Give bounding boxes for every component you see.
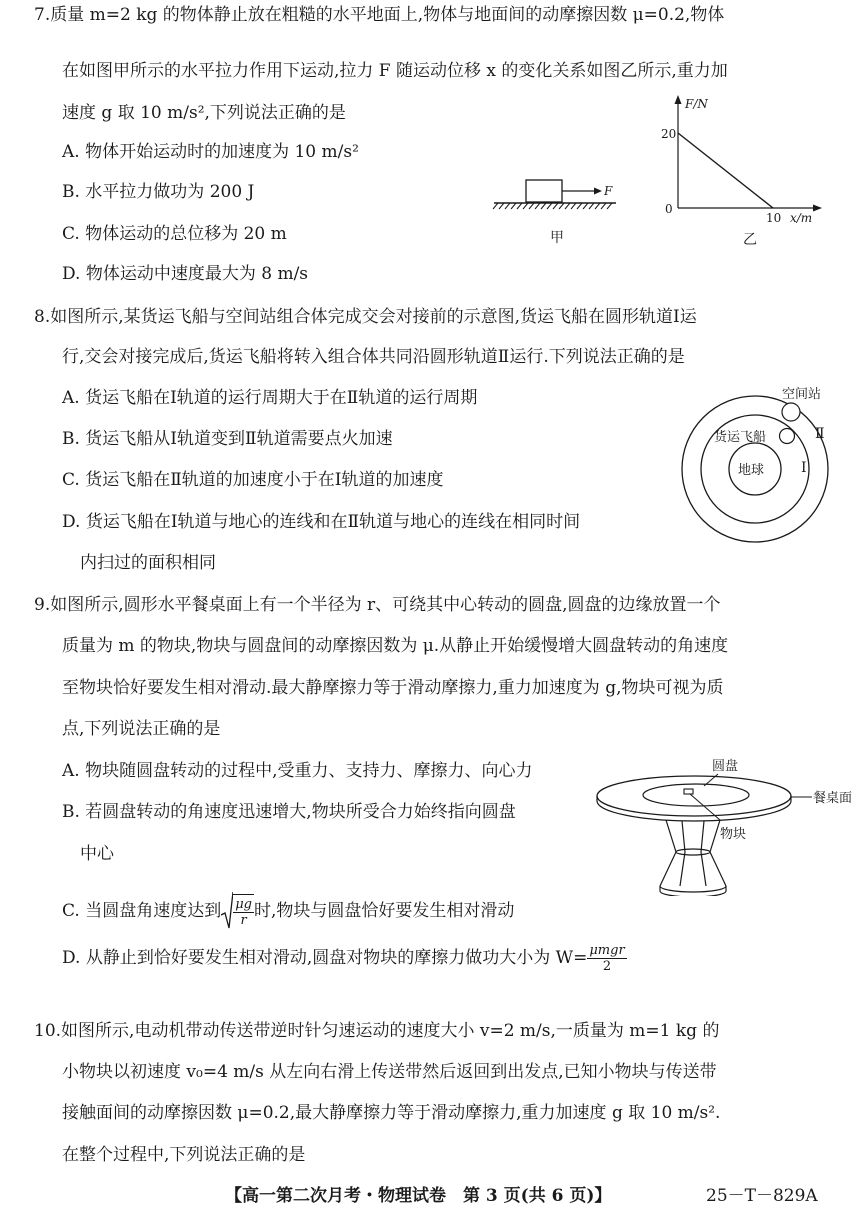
q10-stem-line-3: 接触面间的动摩擦因数 μ=0.2,最大静摩擦力等于滑动摩擦力,重力加速度 g 取 10 m/s². <box>62 1103 721 1123</box>
q9-option-b-line-2: 中心 <box>80 844 114 864</box>
q9-option-c <box>62 889 514 933</box>
force-label: F <box>604 184 613 198</box>
q10-stem-line-2: 小物块以初速度 v₀=4 m/s 从左向右滑上传送带然后返回到出发点,已知小物块与传送带 <box>62 1062 717 1082</box>
q9-option-c-suffix: 时,物块与圆盘恰好要发生相对滑动 <box>254 901 515 921</box>
q8-stem-line-1: 8.如图所示,某货运飞船与空间站组合体完成交会对接前的示意图,货运飞船在圆形轨道Ⅰ运 <box>34 307 697 327</box>
q10-stem-line-1: 10.如图所示,电动机带动传送带逆时针匀速运动的速度大小 v=2 m/s,一质量为 m=1 kg 的 <box>34 1021 720 1041</box>
q8-option-c: C. 货运飞船在Ⅱ轨道的加速度小于在Ⅰ轨道的加速度 <box>62 470 444 490</box>
x-tick-10: 10 <box>766 211 782 225</box>
table-top <box>597 776 791 816</box>
block-shape <box>526 180 562 202</box>
q9-stem-line-2: 质量为 m 的物块,物块与圆盘间的动摩擦因数为 μ.从静止开始缓慢增大圆盘转动的角速度 <box>62 636 729 656</box>
q7-stem-line-2: 在如图甲所示的水平拉力作用下运动,拉力 F 随运动位移 x 的变化关系如图乙所示,重力加 <box>62 61 728 81</box>
q10-stem-line-4: 在整个过程中,下列说法正确的是 <box>62 1145 306 1165</box>
q8-option-a: A. 货运飞船在Ⅰ轨道的运行周期大于在Ⅱ轨道的运行周期 <box>62 388 478 408</box>
y-axis-label: F/N <box>685 97 708 111</box>
earth-label: 地球 <box>738 463 765 478</box>
q9-stem-line-4: 点,下列说法正确的是 <box>62 719 221 739</box>
q9-option-d <box>62 938 627 978</box>
work-numerator: μmgr <box>589 942 625 958</box>
x-axis-label: x/m <box>790 211 813 225</box>
q7-figure-yi <box>655 92 835 252</box>
work-fraction <box>587 943 626 974</box>
y-tick-20: 20 <box>661 127 677 141</box>
block-label: 物块 <box>720 827 747 842</box>
page-footer <box>0 1183 860 1209</box>
q7-figure-jia <box>492 170 622 250</box>
sqrt-expression <box>221 891 254 931</box>
q7-stem-line-1: 7.质量 m=2 kg 的物体静止放在粗糙的水平地面上,物体与地面间的动摩擦因数 μ=0.2,物体 <box>34 5 725 25</box>
block-on-disk <box>684 789 693 794</box>
q7-option-a: A. 物体开始运动时的加速度为 10 m/s² <box>62 142 359 162</box>
q8-option-d-line-1: D. 货运飞船在Ⅰ轨道与地心的连线和在Ⅱ轨道与地心的连线在相同时间 <box>62 512 581 532</box>
q9-option-d-prefix: D. 从静止到恰好要发生相对滑动,圆盘对物块的摩擦力做功大小为 W= <box>62 948 588 968</box>
figure-jia-caption: 甲 <box>550 230 564 246</box>
force-line <box>678 133 773 208</box>
sqrt-fraction <box>233 894 254 928</box>
q9-turntable-figure <box>596 752 858 896</box>
q8-option-d-line-2: 内扫过的面积相同 <box>80 553 216 573</box>
q7-option-d: D. 物体运动中速度最大为 8 m/s <box>62 264 309 284</box>
footer-code: 25－T－829A <box>706 1186 818 1206</box>
q9-option-c-prefix: C. 当圆盘角速度达到 <box>62 901 222 921</box>
sqrt-denominator: r <box>240 912 247 928</box>
orbit-i-label: Ⅰ <box>801 460 807 476</box>
sqrt-sign <box>221 891 233 931</box>
q8-orbit-figure <box>678 380 858 560</box>
q7-stem-line-3: 速度 g 取 10 m/s²,下列说法正确的是 <box>62 103 346 123</box>
orbit-ii-label: Ⅱ <box>815 426 825 442</box>
origin-label: 0 <box>665 202 673 216</box>
figure-yi-caption: 乙 <box>743 232 757 248</box>
space-station <box>782 403 800 421</box>
q7-option-b: B. 水平拉力做功为 200 J <box>62 182 255 202</box>
q9-option-a: A. 物块随圆盘转动的过程中,受重力、支持力、摩擦力、向心力 <box>62 761 533 781</box>
ground-hatching <box>493 203 612 209</box>
q9-option-b-line-1: B. 若圆盘转动的角速度迅速增大,物块所受合力始终指向圆盘 <box>62 802 516 822</box>
disk-label: 圆盘 <box>712 759 739 774</box>
ship-label: 货运飞船 <box>714 430 767 445</box>
q8-option-b: B. 货运飞船从Ⅰ轨道变到Ⅱ轨道需要点火加速 <box>62 429 393 449</box>
footer-title: 【高一第二次月考・物理试卷 第 3 页(共 6 页)】 <box>225 1186 612 1206</box>
q9-stem-line-3: 至物块恰好要发生相对滑动.最大静摩擦力等于滑动摩擦力,重力加速度为 g,物块可视为质 <box>62 678 724 698</box>
q8-stem-line-2: 行,交会对接完成后,货运飞船将转入组合体共同沿圆形轨道Ⅱ运行.下列说法正确的是 <box>62 347 685 367</box>
q7-option-c: C. 物体运动的总位移为 20 m <box>62 224 287 244</box>
work-denominator: 2 <box>602 958 612 974</box>
table-label: 餐桌面 <box>813 791 853 806</box>
table-pedestal <box>660 820 726 896</box>
q9-stem-line-1: 9.如图所示,圆形水平餐桌面上有一个半径为 r、可绕其中心转动的圆盘,圆盘的边缘放置一个 <box>34 595 721 615</box>
sqrt-numerator: μg <box>235 896 252 912</box>
cargo-ship <box>780 429 795 444</box>
station-label: 空间站 <box>782 387 822 402</box>
